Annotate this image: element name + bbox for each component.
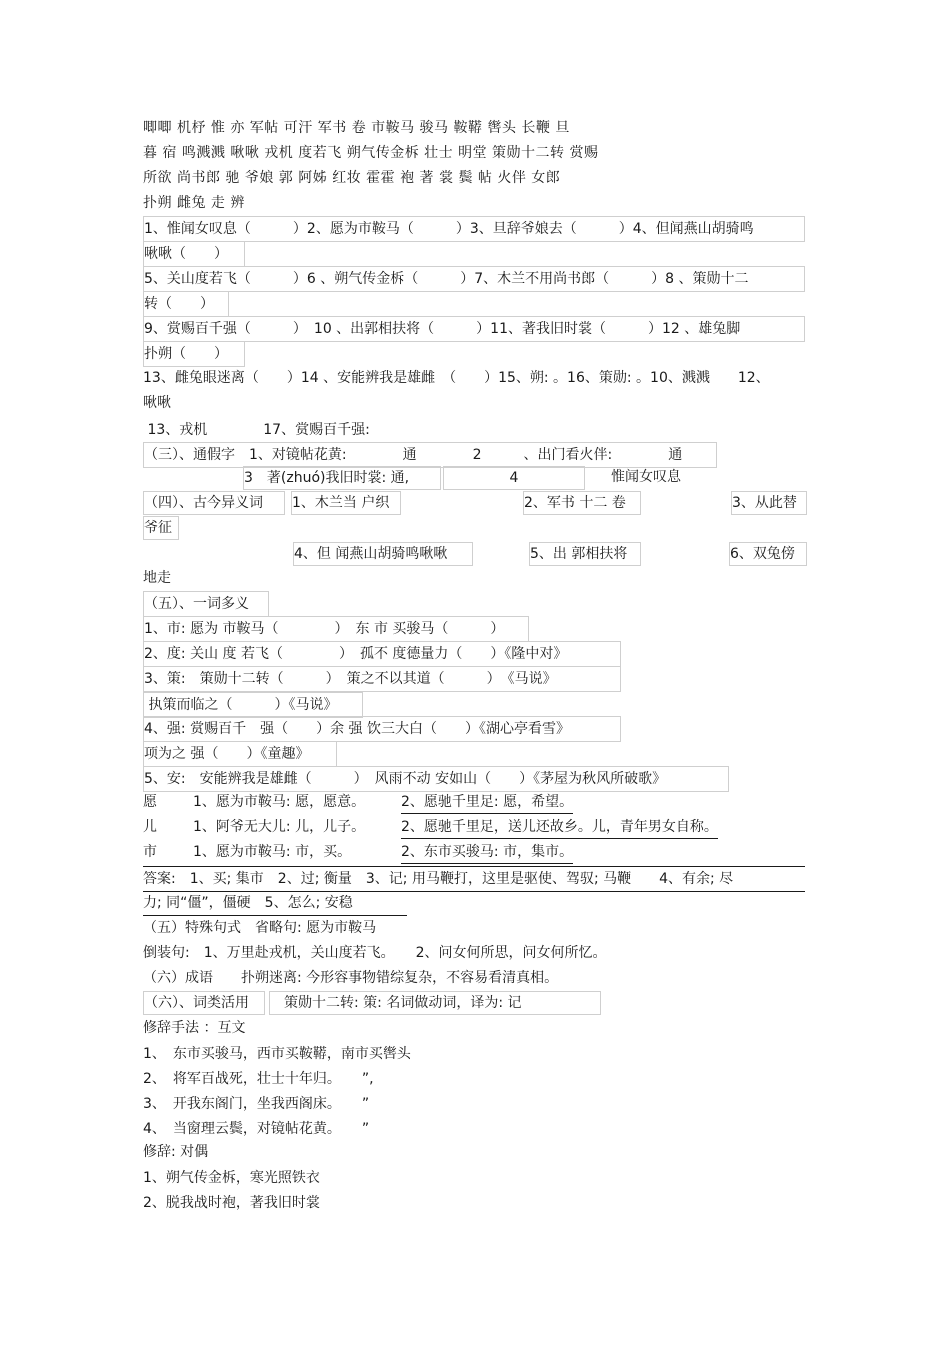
gujin-heading: （四）、古今异义词 (143, 491, 285, 515)
huwen-item-3: 3、 开我东阁门，坐我西阁床。 ” (143, 1096, 370, 1112)
idiom-line: （六）成语 扑朔迷离: 今形容事物错综复杂，不容易看清真相。 (143, 970, 559, 986)
question-line-9: 13、戎机 17、赏赐百千强: (143, 422, 370, 438)
tongjia-item-3: 3 著(zhuó)我旧时裳: 通, (243, 466, 441, 490)
shi-def-1: 1、愿为市鞍马: 市，买。 (193, 844, 352, 860)
duoyi-line-3: 3、策: 策勋十二转（ ） 策之不以其道（ ） 《马说》 (143, 666, 621, 692)
gujin-item-6: 6、双兔傍 (729, 542, 807, 566)
duoyi-line-5: 4、强: 赏赐百千 强（ ）余 强 饮三大白（ ）《湖心亭看雪》 (143, 716, 621, 742)
er-def-2: 2、愿驰千里足，送儿还故乡。儿，青年男女自称。 (401, 816, 718, 839)
shi-char: 市 (143, 844, 157, 860)
gujin-item-1: 1、木兰当 户织 (291, 491, 401, 515)
tongjia-line-1: （三）、通假字 1、对镜帖花黄: 通 2 、出门看火伴: 通 (143, 442, 717, 468)
duiou-item-1: 1、朔气传金柝，寒光照铁衣 (143, 1170, 320, 1186)
shi-line (143, 841, 808, 865)
tongjia-item-4-text: 惟闻女叹息 (611, 469, 681, 485)
huwen-item-4: 4、 当窗理云鬓，对镜帖花黄。 ” (143, 1121, 370, 1137)
question-line-5: 9、赏赐百千强（ ） 10 、出郭相扶将（ ）11、著我旧时裳（ ）12 、雄兔脚 (143, 316, 805, 342)
duoyi-line-6: 项为之 强（ ）《童趣》 (143, 741, 337, 767)
yuan-def-1: 1、愿为市鞍马: 愿，愿意。 (193, 794, 366, 810)
duoyi-line-1: 1、市: 愿为 市鞍马（ ） 东 市 买骏马（ ） (143, 616, 529, 642)
huoyong-heading: （六）、词类活用 (143, 991, 265, 1015)
gujin-line-2 (143, 516, 808, 540)
er-line (143, 816, 808, 840)
yuan-line (143, 791, 808, 815)
vocab-line-1: 唧唧 机杼 惟 亦 军帖 可汗 军书 卷 市鞍马 骏马 鞍鞯 辔头 长鞭 旦 (143, 120, 570, 136)
duoyi-line-2: 2、度: 关山 度 若飞（ ） 孤不 度德量力（ ）《隆中对》 (143, 641, 621, 667)
question-line-4: 转（ ） (143, 291, 229, 317)
huoyong-item: 策勋十二转: 策: 名词做动词，译为: 记 (269, 991, 601, 1015)
tongjia-line-2 (143, 466, 808, 490)
huwen-item-2: 2、 将军百战死，壮士十年归。 ”, (143, 1071, 374, 1087)
answer-line-2: 力; 同“僵”，僵硬 5、怎么; 安稳 (143, 891, 407, 916)
huwen-item-1: 1、 东市买骏马，西市买鞍鞯，南市买辔头 (143, 1046, 411, 1062)
gujin-item-4: 4、但 闻燕山胡骑鸣啾啾 (293, 542, 473, 566)
duiou-item-2: 2、脱我战时袍，著我旧时裳 (143, 1195, 320, 1211)
question-line-6: 扑朔（ ） (143, 341, 245, 367)
vocab-line-3: 所欲 尚书郎 驰 爷娘 郭 阿姊 红妆 霍霍 袍 著 裳 鬓 帖 火伴 女郎 (143, 170, 561, 186)
gujin-line-4: 地走 (143, 570, 171, 586)
gujin-item-3: 3、从此替 (731, 491, 807, 515)
gujin-line-3 (143, 542, 808, 566)
er-def-1: 1、阿爷无大儿: 儿，儿子。 (193, 819, 366, 835)
huwen-heading: 修辞手法 ：互文 (143, 1020, 246, 1036)
tongjia-item-4: 4 (443, 466, 585, 490)
duoyi-line-7: 5、安: 安能辨我是雄雌（ ） 风雨不动 安如山（ ）《茅屋为秋风所破歌》 (143, 766, 729, 792)
question-line-3: 5、关山度若飞（ ）6 、朔气传金柝（ ）7、木兰不用尚书郎（ ）8 、策勋十二 (143, 266, 805, 292)
question-line-7: 13、雌兔眼迷离（ ）14 、安能辨我是雄雌 （ ）15、朔: 。16、策勋: 。10、溅溅 12、 (143, 370, 770, 386)
er-char: 儿 (143, 819, 157, 835)
question-line-2: 啾啾（ ） (143, 241, 245, 267)
shi-def-2: 2、东市买骏马: 市，集市。 (401, 841, 573, 864)
vocab-line-2: 暮 宿 鸣溅溅 啾啾 戎机 度若飞 朔气传金柝 壮士 明堂 策勋十二转 赏赐 (143, 145, 599, 161)
gujin-line-1 (143, 491, 808, 515)
question-line-8: 啾啾 (143, 395, 171, 411)
question-line-1: 1、惟闻女叹息（ ）2、愿为市鞍马（ ）3、旦辞爷娘去（ ）4、但闻燕山胡骑鸣 (143, 216, 805, 242)
huoyong-line (143, 991, 808, 1015)
inversion-sentence: 倒装句: 1、万里赴戎机，关山度若飞。 2、问女何所思，问女何所忆。 (143, 945, 607, 961)
gujin-item-2: 2、军书 十二 卷 (523, 491, 641, 515)
gujin-item-5: 5、出 郭相扶将 (529, 542, 641, 566)
duiou-heading: 修辞: 对偶 (143, 1144, 209, 1160)
duoyi-heading: （五）、一词多义 (143, 591, 269, 617)
yuan-char: 愿 (143, 794, 157, 810)
gujin-item-3-cont: 爷征 (143, 516, 179, 540)
special-sentence: （五）特殊句式 省略句: 愿为市鞍马 (143, 920, 377, 936)
yuan-def-2: 2、愿驰千里足: 愿，希望。 (401, 791, 573, 814)
answer-line-1: 答案: 1、买; 集市 2、过; 衡量 3、记; 用马鞭打，这里是驱使、驾驭; 马鞭 4、有余; 尽 (143, 866, 805, 892)
vocab-line-4: 扑朔 雌兔 走 辨 (143, 195, 245, 211)
duoyi-line-4: 执策而临之（ ）《马说》 (143, 692, 363, 718)
